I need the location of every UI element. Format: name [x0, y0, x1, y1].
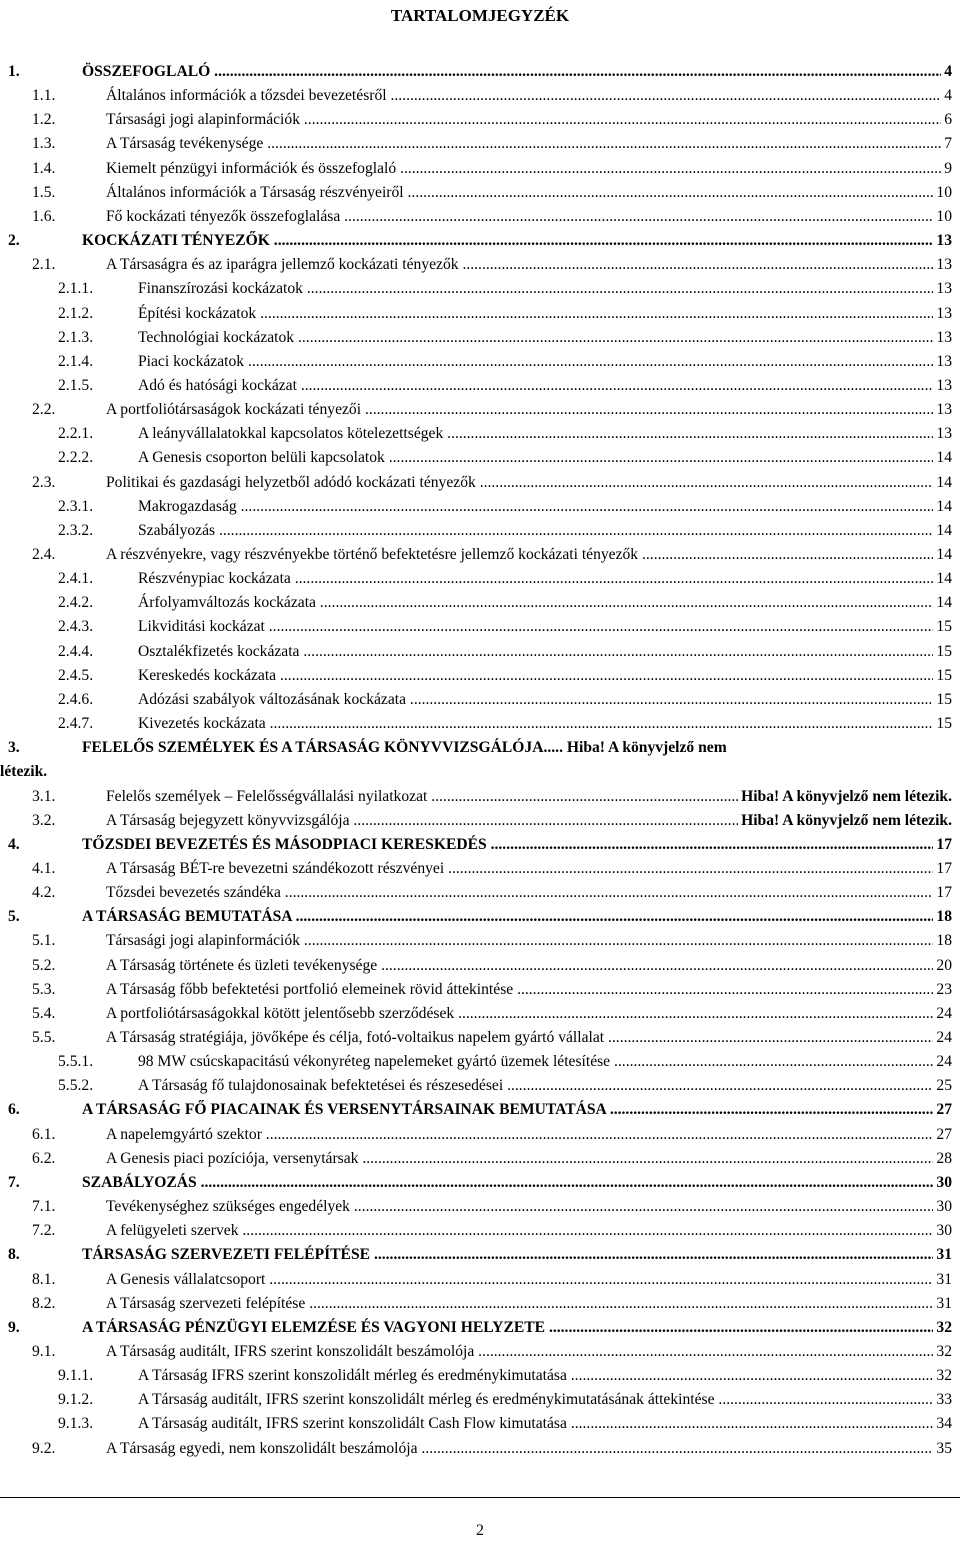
- toc-entry-number: 8.: [8, 1246, 20, 1264]
- toc-entry-page-number: 15: [935, 712, 952, 736]
- toc-entry-page-number: 13: [935, 302, 952, 326]
- toc-entry-page-number: 14: [935, 591, 952, 615]
- toc-entry-number: 7.: [8, 1173, 20, 1191]
- toc-entry[interactable]: [0, 1292, 960, 1316]
- toc-entry-title: Tevékenységhez szükséges engedélyek .....: [106, 1195, 933, 1219]
- toc-entry-page-number: 13: [935, 229, 952, 253]
- toc-entry-page-number: 33: [935, 1388, 952, 1412]
- toc-entry[interactable]: [0, 905, 960, 929]
- toc-entry-page-number: 9: [943, 157, 952, 181]
- toc-entry-page-number: 25: [935, 1074, 952, 1098]
- toc-entry[interactable]: [0, 422, 960, 446]
- toc-entry[interactable]: [0, 712, 960, 736]
- toc-entry-number: 4.2.: [32, 884, 56, 902]
- toc-entry-number: 1.1.: [32, 87, 56, 105]
- toc-entry-title: A portfoliótársaságok kockázati tényezői .....: [106, 398, 933, 422]
- toc-entry-page-number: 35: [935, 1437, 952, 1461]
- toc-entry-number: 2.4.6.: [58, 690, 94, 708]
- toc-entry-page-number: 27: [935, 1123, 952, 1147]
- toc-entry-title: KOCKÁZATI TÉNYEZŐK .....: [82, 229, 933, 253]
- toc-entry-page-number: 14: [935, 495, 952, 519]
- toc-entry-title: A Társaság főbb befektetési portfolió elemeinek rövid áttekintése .....: [106, 978, 933, 1002]
- toc-entry-title: Piaci kockázatok .....: [138, 350, 933, 374]
- toc-entry-number: 2.2.2.: [58, 449, 94, 467]
- toc-entry-title: ÖSSZEFOGLALÓ .....: [82, 60, 941, 84]
- toc-entry-page-number: 31: [935, 1292, 952, 1316]
- toc-entry-page-number: 32: [935, 1316, 952, 1340]
- toc-entry-number: 9.2.: [32, 1439, 56, 1457]
- toc-entry[interactable]: [0, 1316, 960, 1340]
- toc-entry-title: Részvénypiac kockázata .....: [138, 567, 933, 591]
- toc-entry[interactable]: [0, 591, 960, 615]
- toc-entry-page-number: 31: [935, 1268, 952, 1292]
- toc-entry-title: Tőzsdei bevezetés szándéka .....: [106, 881, 933, 905]
- toc-entry[interactable]: [0, 84, 960, 108]
- toc-entry-page-number: 15: [935, 640, 952, 664]
- toc-entry-title: Árfolyamváltozás kockázata .....: [138, 591, 933, 615]
- toc-entry-page-number: 24: [935, 1026, 952, 1050]
- toc-entry-title: A Társaság stratégiája, jövőképe és célja, fotó-voltaikus napelem gyártó vállalat .....: [106, 1026, 933, 1050]
- toc-entry-title: Adózási szabályok változásának kockázata .....: [138, 688, 933, 712]
- toc-entry-page-number: 14: [935, 446, 952, 470]
- toc-entry[interactable]: [0, 833, 960, 857]
- toc-entry-number: 2.4.7.: [58, 715, 94, 733]
- toc-entry[interactable]: [0, 543, 960, 567]
- toc-entry-page-number: 17: [935, 881, 952, 905]
- toc-entry-title: A Genesis piaci pozíciója, versenytársak .....: [106, 1147, 933, 1171]
- toc-entry-page-number: 14: [935, 471, 952, 495]
- toc-entry[interactable]: [0, 60, 960, 84]
- footer-divider: [0, 1497, 960, 1498]
- toc-entry[interactable]: [0, 640, 960, 664]
- toc-entry[interactable]: [0, 205, 960, 229]
- toc-entry-page-number: 31: [935, 1243, 952, 1267]
- toc-entry-number: 2.1.5.: [58, 376, 94, 394]
- toc-entry-number: 2.1.3.: [58, 328, 94, 346]
- toc-entry-title: A TÁRSASÁG PÉNZÜGYI ELEMZÉSE ÉS VAGYONI HELYZETE .....: [82, 1316, 933, 1340]
- toc-entry-number: 1.6.: [32, 207, 56, 225]
- toc-entry-title: Társasági jogi alapinformációk .....: [106, 929, 933, 953]
- toc-entry-page-number: 6: [943, 108, 952, 132]
- bookmark-error-text: Hiba! A könyvjelző nem létezik.: [740, 809, 952, 833]
- toc-entry[interactable]: [0, 785, 960, 809]
- toc-entry-number: 9.1.2.: [58, 1391, 94, 1409]
- toc-entry[interactable]: [0, 1098, 960, 1122]
- toc-entry-title: Építési kockázatok .....: [138, 302, 933, 326]
- toc-entry-number: 2.3.2.: [58, 521, 94, 539]
- toc-entry[interactable]: [0, 1195, 960, 1219]
- toc-entry[interactable]: [0, 302, 960, 326]
- toc-entry-title: A TÁRSASÁG FŐ PIACAINAK ÉS VERSENYTÁRSAINAK BEMUTATÁSA .....: [82, 1098, 933, 1122]
- toc-entry-number: 5.1.: [32, 932, 56, 950]
- toc-entry[interactable]: [0, 132, 960, 156]
- toc-entry-page-number: 17: [935, 857, 952, 881]
- toc-entry[interactable]: [0, 1074, 960, 1098]
- toc-entry-page-number: 13: [935, 422, 952, 446]
- toc-entry[interactable]: [0, 1437, 960, 1461]
- toc-entry-title: Politikai és gazdasági helyzetből adódó kockázati tényezők .....: [106, 471, 933, 495]
- toc-entry-title: A Társaság auditált, IFRS szerint konszolidált Cash Flow kimutatása .....: [138, 1412, 933, 1436]
- toc-entry-number: 6.1.: [32, 1125, 56, 1143]
- toc-entry-page-number: 10: [935, 181, 952, 205]
- bookmark-error-text: Hiba! A könyvjelző nem létezik.: [740, 785, 952, 809]
- toc-entry-page-number: 10: [935, 205, 952, 229]
- toc-entry-title: A Társaságra és az iparágra jellemző kockázati tényezők .....: [106, 253, 933, 277]
- toc-entry-number: 9.1.: [32, 1342, 56, 1360]
- toc-entry-page-number: 24: [935, 1002, 952, 1026]
- toc-entry-title: A Társaság tevékenysége .....: [106, 132, 941, 156]
- toc-entry-title: Társasági jogi alapinformációk .....: [106, 108, 941, 132]
- toc-entry-title: [0, 736, 952, 781]
- toc-entry[interactable]: [0, 1026, 960, 1050]
- toc-entry[interactable]: [0, 374, 960, 398]
- toc-entry[interactable]: [0, 1123, 960, 1147]
- toc-entry-number: 3.2.: [32, 811, 56, 829]
- toc-entry-number: 6.2.: [32, 1149, 56, 1167]
- toc-entry-page-number: 18: [935, 905, 952, 929]
- toc-title: TARTALOMJEGYZÉK: [390, 6, 570, 25]
- toc-entry[interactable]: [0, 1002, 960, 1026]
- toc-entry-title: A felügyeleti szervek .....: [106, 1219, 933, 1243]
- toc-entry[interactable]: [0, 398, 960, 422]
- toc-entry-page-number: 28: [935, 1147, 952, 1171]
- toc-entry-number: 2.1.4.: [58, 352, 94, 370]
- toc-entry-title: A Genesis vállalatcsoport .....: [106, 1268, 933, 1292]
- toc-entry[interactable]: [0, 471, 960, 495]
- toc-entry-number: 9.1.3.: [58, 1415, 94, 1433]
- toc-entry-page-number: 15: [935, 664, 952, 688]
- toc-entry[interactable]: [0, 857, 960, 881]
- toc-entry-number: 2.: [8, 232, 20, 250]
- bookmark-error-text-continued: létezik.: [0, 763, 48, 781]
- toc-entry-number: 2.2.1.: [58, 425, 94, 443]
- toc-entry-page-number: 23: [935, 978, 952, 1002]
- toc-entry-title: A részvényekre, vagy részvényekbe történő befektetésre jellemző kockázati tényezők .....: [106, 543, 933, 567]
- toc-entry-number: 5.5.1.: [58, 1053, 94, 1071]
- toc-entry[interactable]: [0, 1219, 960, 1243]
- toc-entry[interactable]: [0, 664, 960, 688]
- toc-entry-number: 2.4.2.: [58, 594, 94, 612]
- toc-entry-number: 1.4.: [32, 159, 56, 177]
- toc-entry-number: 5.: [8, 908, 20, 926]
- toc-entry-number: 2.1.1.: [58, 280, 94, 298]
- toc-entry-page-number: 20: [935, 954, 952, 978]
- toc-entry-title: Makrogazdaság .....: [138, 495, 933, 519]
- toc-entry-number: 8.1.: [32, 1270, 56, 1288]
- toc-entry[interactable]: [0, 978, 960, 1002]
- toc-entry[interactable]: [0, 277, 960, 301]
- toc-entry-number: 2.1.: [32, 256, 56, 274]
- toc-entry-number: 7.2.: [32, 1222, 56, 1240]
- toc-entry-page-number: 13: [935, 277, 952, 301]
- toc-entry-title: A portfoliótársaságokkal kötött jelentősebb szerződések .....: [106, 1002, 933, 1026]
- toc-entry-number: 7.1.: [32, 1198, 56, 1216]
- toc-entry-title: Felelős személyek – Felelősségvállalási nyilatkozat .....: [106, 785, 738, 809]
- toc-entry[interactable]: [0, 1268, 960, 1292]
- toc-entry-title: A Társaság szervezeti felépítése .....: [106, 1292, 933, 1316]
- toc-entry-title: Kereskedés kockázata .....: [138, 664, 933, 688]
- toc-entry-title: 98 MW csúcskapacitású vékonyréteg napelemeket gyártó üzemek létesítése .....: [138, 1050, 933, 1074]
- toc-entry-title: A Társaság fő tulajdonosainak befektetései és részesedései .....: [138, 1074, 933, 1098]
- footer-page-number: 2: [476, 1522, 484, 1539]
- toc-entry-title: A Társaság bejegyzett könyvvizsgálója .....: [106, 809, 738, 833]
- toc-entry-page-number: 18: [935, 929, 952, 953]
- toc-entry-number: 2.4.5.: [58, 666, 94, 684]
- toc-entry-title: A Társaság auditált, IFRS szerint konszolidált mérleg és eredménykimutatásának áttekintése .....: [138, 1388, 933, 1412]
- toc-entry-title: A leányvállalatokkal kapcsolatos kötelezettségek .....: [138, 422, 933, 446]
- toc-entry-page-number: 30: [935, 1219, 952, 1243]
- toc-entry-title: SZABÁLYOZÁS .....: [82, 1171, 933, 1195]
- toc-entry-page-number: 27: [935, 1098, 952, 1122]
- bookmark-error-text: ..... Hiba! A könyvjelző nem: [543, 739, 727, 757]
- toc-entry-page-number: 30: [935, 1195, 952, 1219]
- toc-entry[interactable]: [0, 1171, 960, 1195]
- toc-entry-title: Általános információk a Társaság részvényeiről .....: [106, 181, 933, 205]
- toc-entry-page-number: 14: [935, 519, 952, 543]
- toc-entry[interactable]: [0, 1388, 960, 1412]
- toc-entry-page-number: 13: [935, 350, 952, 374]
- toc-entry-number: 9.1.1.: [58, 1367, 94, 1385]
- toc-entry-page-number: 30: [935, 1171, 952, 1195]
- toc-entry-number: 4.: [8, 835, 20, 853]
- toc-entry-page-number: 14: [935, 567, 952, 591]
- toc-entry-page-number: 32: [935, 1340, 952, 1364]
- toc-entry-page-number: 13: [935, 253, 952, 277]
- toc-entry[interactable]: [0, 881, 960, 905]
- toc-entry-title: Fő kockázati tényezők összefoglalása .....: [106, 205, 933, 229]
- toc-entry-number: 5.2.: [32, 956, 56, 974]
- toc-entry-number: 1.2.: [32, 111, 56, 129]
- toc-entry-number: 5.5.: [32, 1029, 56, 1046]
- toc-entry[interactable]: [0, 181, 960, 205]
- toc-entry-number: 1.: [8, 63, 20, 80]
- toc-entry[interactable]: [0, 1364, 960, 1388]
- toc-entry-title: Kivezetés kockázata .....: [138, 712, 933, 736]
- toc-entry-page-number: 13: [935, 374, 952, 398]
- toc-entry[interactable]: [0, 157, 960, 181]
- toc-entry-number: 9.: [8, 1318, 20, 1336]
- toc-entry[interactable]: [0, 1340, 960, 1364]
- toc-entry-title: Technológiai kockázatok .....: [138, 326, 933, 350]
- toc-entry-number: 2.4.4.: [58, 642, 94, 660]
- toc-entry-number: 3.1.: [32, 787, 56, 805]
- toc-entry-number: 2.3.1.: [58, 497, 94, 515]
- toc-entry-title: A Társaság története és üzleti tevékenysége .....: [106, 954, 933, 978]
- toc-entry[interactable]: [0, 567, 960, 591]
- toc-entry-page-number: 13: [935, 398, 952, 422]
- toc-entry-page-number: 24: [935, 1050, 952, 1074]
- toc-entry[interactable]: [0, 229, 960, 253]
- toc-entry-number: 2.4.3.: [58, 618, 94, 636]
- toc-entry-number: 1.3.: [32, 135, 56, 153]
- toc-entry[interactable]: [0, 736, 960, 784]
- toc-entry-title: TŐZSDEI BEVEZETÉS ÉS MÁSODPIACI KERESKEDÉS .....: [82, 833, 933, 857]
- toc-entry-page-number: 15: [935, 688, 952, 712]
- toc-entry-title: A Genesis csoporton belüli kapcsolatok .....: [138, 446, 933, 470]
- toc-entry-number: 1.5.: [32, 183, 56, 201]
- toc-entry[interactable]: [0, 809, 960, 833]
- toc-entry-title: A TÁRSASÁG BEMUTATÁSA .....: [82, 905, 933, 929]
- toc-entry-title: Kiemelt pénzügyi információk és összefoglaló .....: [106, 157, 941, 181]
- toc-entry-page-number: 17: [935, 833, 952, 857]
- toc-entry-page-number: 13: [935, 326, 952, 350]
- toc-entry[interactable]: [0, 1412, 960, 1436]
- toc-entry-number: 8.2.: [32, 1294, 56, 1312]
- toc-entry-title: Általános információk a tőzsdei bevezetésről .....: [106, 84, 941, 108]
- toc-entry[interactable]: [0, 1243, 960, 1267]
- toc-entry-title-text: FELELŐS SZEMÉLYEK ÉS A TÁRSASÁG KÖNYVVIZSGÁLÓJA: [82, 739, 544, 757]
- toc-entry[interactable]: [0, 929, 960, 953]
- toc-entry-title: A Társaság IFRS szerint konszolidált mérleg és eredménykimutatása .....: [138, 1364, 933, 1388]
- toc-entry-page-number: 15: [935, 615, 952, 639]
- toc-entry-number: 3.: [8, 739, 20, 757]
- toc-entry[interactable]: [0, 253, 960, 277]
- toc-entry[interactable]: [0, 446, 960, 470]
- toc-entry[interactable]: [0, 350, 960, 374]
- toc-entry-number: 5.4.: [32, 1004, 56, 1022]
- toc-entry[interactable]: [0, 326, 960, 350]
- toc-entry-page-number: 4: [943, 84, 952, 108]
- toc-entry-title: A Társaság egyedi, nem konszolidált beszámolója .....: [106, 1437, 933, 1461]
- toc-entry-number: 5.3.: [32, 980, 56, 998]
- toc-entry-page-number: 34: [935, 1412, 952, 1436]
- toc-entry[interactable]: [0, 688, 960, 712]
- toc-entry-page-number: 32: [935, 1364, 952, 1388]
- toc-entry-number: 2.2.: [32, 401, 56, 419]
- toc-entry[interactable]: [0, 108, 960, 132]
- toc-entry-number: 6.: [8, 1101, 20, 1119]
- toc-entry-page-number: 4: [943, 60, 952, 84]
- toc-entry-title: A napelemgyártó szektor .....: [106, 1123, 933, 1147]
- toc-entry[interactable]: [0, 519, 960, 543]
- toc-entry-title: TÁRSASÁG SZERVEZETI FELÉPÍTÉSE .....: [82, 1243, 933, 1267]
- toc-entry-number: 5.5.2.: [58, 1077, 94, 1095]
- toc-entry-page-number: 7: [943, 132, 952, 156]
- toc-entry-title: Adó és hatósági kockázat .....: [138, 374, 933, 398]
- toc-entry[interactable]: [0, 495, 960, 519]
- toc-entry[interactable]: [0, 954, 960, 978]
- toc-entry-number: 4.1.: [32, 859, 56, 877]
- toc-entry-page-number: 14: [935, 543, 952, 567]
- toc-entry-title: A Társaság BÉT-re bevezetni szándékozott részvényei .....: [106, 857, 933, 881]
- toc-entry-title: Likviditási kockázat .....: [138, 615, 933, 639]
- toc-entry-number: 2.4.: [32, 546, 56, 563]
- toc-entry[interactable]: [0, 1050, 960, 1074]
- toc-entry-title: Szabályozás .....: [138, 519, 933, 543]
- toc-entry-title: Finanszírozási kockázatok .....: [138, 277, 933, 301]
- toc-entry-title: Osztalékfizetés kockázata .....: [138, 640, 933, 664]
- toc-entry-number: 2.1.2.: [58, 304, 94, 322]
- toc-entry-number: 2.4.1.: [58, 570, 94, 588]
- toc-entry-number: 2.3.: [32, 473, 56, 491]
- toc-entry-title: A Társaság auditált, IFRS szerint konszolidált beszámolója .....: [106, 1340, 933, 1364]
- toc-entry[interactable]: [0, 615, 960, 639]
- toc-entry[interactable]: [0, 1147, 960, 1171]
